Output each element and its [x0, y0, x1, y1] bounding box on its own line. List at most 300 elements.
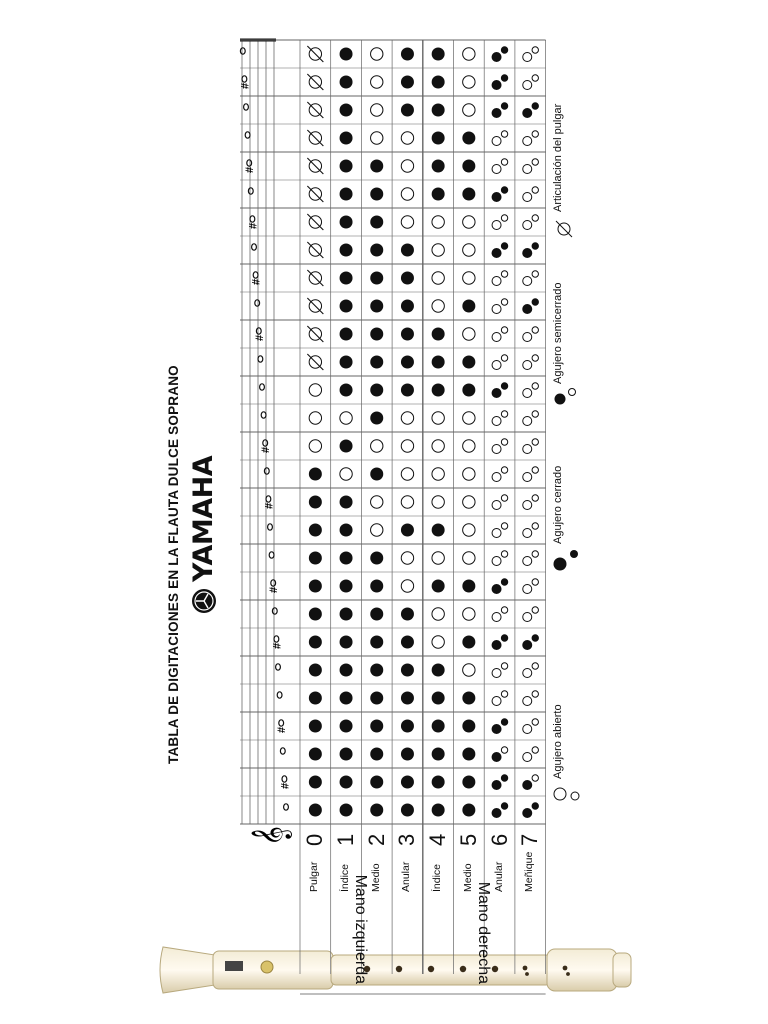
double-hole-large	[523, 501, 532, 510]
open-hole	[463, 216, 475, 228]
closed-hole	[370, 664, 383, 677]
double-hole-large	[523, 305, 532, 314]
closed-hole	[432, 804, 445, 817]
double-hole-small	[501, 327, 507, 333]
double-hole-small	[532, 187, 538, 193]
open-hole	[401, 552, 413, 564]
closed-hole	[340, 636, 353, 649]
double-hole-small	[501, 411, 507, 417]
double-hole-large	[523, 165, 532, 174]
finger-number: 2	[363, 833, 389, 846]
finger-label: Anular	[492, 861, 505, 892]
closed-hole	[432, 664, 445, 677]
closed-hole	[370, 356, 383, 369]
closed-hole	[340, 524, 353, 537]
double-hole-small	[532, 159, 538, 165]
open-hole	[432, 468, 444, 480]
open-hole	[371, 440, 383, 452]
double-hole-small	[501, 299, 507, 305]
open-hole	[463, 244, 475, 256]
note-head	[255, 300, 260, 306]
closed-hole	[309, 720, 322, 733]
finger-number: 5	[455, 833, 481, 846]
closed-hole	[432, 580, 445, 593]
double-hole-small	[501, 523, 507, 529]
double-hole-small	[532, 467, 538, 473]
closed-hole	[401, 636, 414, 649]
finger-label: Medio	[369, 863, 382, 892]
note-head	[280, 748, 285, 754]
double-hole-large	[523, 53, 532, 62]
double-hole-large	[492, 53, 501, 62]
note-head	[271, 580, 276, 586]
double-hole-large	[523, 361, 532, 370]
double-hole-small	[501, 747, 507, 753]
open-hole	[463, 524, 475, 536]
closed-hole	[462, 580, 475, 593]
open-hole	[463, 328, 475, 340]
open-hole	[463, 468, 475, 480]
closed-hole	[340, 272, 353, 285]
open-hole	[432, 496, 444, 508]
note-head	[263, 440, 268, 446]
double-hole-small	[532, 607, 538, 613]
closed-hole	[401, 244, 414, 257]
closed-hole	[432, 132, 445, 145]
note-head	[264, 468, 269, 474]
open-hole	[463, 104, 475, 116]
double-hole-large	[492, 109, 501, 118]
double-hole-large	[523, 809, 532, 818]
closed-hole	[401, 664, 414, 677]
open-hole	[371, 524, 383, 536]
closed-hole	[340, 244, 353, 257]
finger-number: 1	[333, 833, 359, 846]
note-head	[261, 412, 266, 418]
hand-label: Mano izquierda	[352, 874, 370, 984]
closed-hole	[401, 356, 414, 369]
closed-hole	[370, 552, 383, 565]
double-hole-large	[492, 781, 501, 790]
closed-hole	[340, 328, 353, 341]
finger-number: 3	[394, 833, 420, 846]
double-hole-small	[501, 159, 507, 165]
closed-hole	[401, 720, 414, 733]
note-head	[269, 552, 274, 558]
closed-hole	[340, 608, 353, 621]
closed-hole	[340, 804, 353, 817]
closed-hole	[340, 216, 353, 229]
note-head	[244, 104, 249, 110]
legend-half-icon	[555, 394, 566, 405]
closed-hole	[432, 776, 445, 789]
legend-half-small-icon	[569, 389, 576, 396]
open-hole	[432, 552, 444, 564]
double-hole-small	[532, 803, 538, 809]
double-hole-large	[523, 697, 532, 706]
double-hole-large	[523, 81, 532, 90]
open-hole	[463, 664, 475, 676]
open-hole	[432, 608, 444, 620]
double-hole-large	[523, 557, 532, 566]
sharp-sign: #	[250, 278, 263, 285]
closed-hole	[309, 496, 322, 509]
double-hole-small	[501, 691, 507, 697]
closed-hole	[370, 328, 383, 341]
double-hole-small	[532, 131, 538, 137]
legend-closed-icon	[554, 558, 567, 571]
open-hole	[371, 496, 383, 508]
closed-hole	[462, 300, 475, 313]
double-hole-large	[523, 249, 532, 258]
double-hole-small	[501, 663, 507, 669]
double-hole-small	[501, 383, 507, 389]
closed-hole	[401, 692, 414, 705]
closed-hole	[432, 524, 445, 537]
closed-hole	[340, 720, 353, 733]
double-hole-small	[501, 131, 507, 137]
legend-open-icon	[554, 788, 566, 800]
note-head	[248, 188, 253, 194]
double-hole-large	[523, 389, 532, 398]
closed-hole	[309, 552, 322, 565]
closed-hole	[462, 356, 475, 369]
closed-hole	[401, 76, 414, 89]
open-hole	[371, 104, 383, 116]
closed-hole	[340, 104, 353, 117]
open-hole	[401, 412, 413, 424]
closed-hole	[462, 692, 475, 705]
double-hole-large	[523, 641, 532, 650]
double-hole-small	[501, 47, 507, 53]
closed-hole	[370, 608, 383, 621]
open-hole	[401, 216, 413, 228]
double-hole-small	[501, 103, 507, 109]
open-hole	[463, 496, 475, 508]
closed-hole	[462, 384, 475, 397]
open-hole	[432, 440, 444, 452]
note-head	[256, 328, 261, 334]
closed-hole	[340, 748, 353, 761]
closed-hole	[340, 356, 353, 369]
double-hole-large	[492, 697, 501, 706]
double-hole-large	[492, 473, 501, 482]
double-hole-small	[532, 495, 538, 501]
note-head	[268, 524, 273, 530]
closed-hole	[370, 300, 383, 313]
finger-number: 6	[486, 833, 512, 846]
double-hole-large	[492, 221, 501, 230]
double-hole-small	[532, 411, 538, 417]
open-hole	[309, 412, 321, 424]
double-hole-small	[501, 467, 507, 473]
open-hole	[432, 216, 444, 228]
chart-title: TABLA DE DIGITACIONES EN LA FLAUTA DULCE SOPRANO	[166, 365, 181, 764]
closed-hole	[340, 48, 353, 61]
double-hole-large	[492, 557, 501, 566]
double-hole-large	[523, 137, 532, 146]
closed-hole	[401, 300, 414, 313]
finger-number: 0	[302, 833, 328, 846]
sharp-sign: #	[260, 446, 273, 453]
closed-hole	[462, 636, 475, 649]
sharp-sign: #	[279, 782, 292, 789]
closed-hole	[432, 720, 445, 733]
double-hole-large	[492, 641, 501, 650]
sharp-sign: #	[276, 726, 289, 733]
closed-hole	[309, 580, 322, 593]
double-hole-large	[523, 193, 532, 202]
closed-hole	[309, 748, 322, 761]
double-hole-large	[492, 585, 501, 594]
open-hole	[371, 76, 383, 88]
double-hole-small	[532, 327, 538, 333]
finger-label: Pulgar	[308, 861, 321, 892]
double-hole-small	[532, 523, 538, 529]
double-hole-large	[492, 809, 501, 818]
double-hole-large	[492, 361, 501, 370]
sharp-sign: #	[263, 502, 276, 509]
double-hole-large	[492, 305, 501, 314]
double-hole-small	[532, 383, 538, 389]
legend-open-label: Agujero abierto	[552, 704, 564, 779]
double-hole-large	[523, 417, 532, 426]
double-hole-small	[532, 215, 538, 221]
open-hole	[371, 48, 383, 60]
double-hole-small	[532, 775, 538, 781]
closed-hole	[432, 384, 445, 397]
closed-hole	[370, 720, 383, 733]
closed-hole	[432, 692, 445, 705]
note-head	[245, 132, 250, 138]
double-hole-small	[501, 187, 507, 193]
legend-closed-label: Agujero cerrado	[552, 465, 564, 544]
double-hole-small	[532, 243, 538, 249]
closed-hole	[370, 776, 383, 789]
closed-hole	[340, 664, 353, 677]
note-head	[247, 160, 252, 166]
closed-hole	[370, 272, 383, 285]
double-hole-large	[523, 529, 532, 538]
closed-hole	[432, 328, 445, 341]
closed-hole	[340, 160, 353, 173]
open-hole	[401, 468, 413, 480]
closed-hole	[432, 748, 445, 761]
finger-label: Anular	[400, 861, 413, 892]
sharp-sign: #	[271, 642, 284, 649]
closed-hole	[401, 48, 414, 61]
double-hole-small	[532, 635, 538, 641]
closed-hole	[340, 76, 353, 89]
closed-hole	[370, 692, 383, 705]
closed-hole	[340, 132, 353, 145]
closed-hole	[340, 692, 353, 705]
double-hole-small	[501, 215, 507, 221]
note-head	[276, 664, 281, 670]
double-hole-large	[492, 137, 501, 146]
double-hole-small	[501, 243, 507, 249]
double-hole-large	[523, 613, 532, 622]
closed-hole	[462, 776, 475, 789]
closed-hole	[370, 188, 383, 201]
double-hole-large	[492, 81, 501, 90]
double-hole-large	[523, 445, 532, 454]
open-hole	[401, 440, 413, 452]
double-hole-small	[532, 271, 538, 277]
double-hole-small	[532, 299, 538, 305]
sharp-sign: #	[247, 222, 260, 229]
open-hole	[463, 552, 475, 564]
open-hole	[401, 188, 413, 200]
double-hole-small	[501, 551, 507, 557]
double-hole-large	[492, 277, 501, 286]
double-hole-large	[523, 473, 532, 482]
double-hole-large	[492, 165, 501, 174]
closed-hole	[340, 776, 353, 789]
double-hole-large	[523, 725, 532, 734]
finger-number: 4	[425, 833, 451, 846]
closed-hole	[340, 580, 353, 593]
double-hole-large	[523, 333, 532, 342]
note-head	[274, 636, 279, 642]
double-hole-large	[492, 445, 501, 454]
closed-hole	[462, 132, 475, 145]
sharp-sign: #	[244, 166, 257, 173]
double-hole-large	[523, 277, 532, 286]
closed-hole	[340, 496, 353, 509]
open-hole	[309, 384, 321, 396]
closed-hole	[401, 384, 414, 397]
closed-hole	[340, 300, 353, 313]
closed-hole	[401, 804, 414, 817]
double-hole-small	[532, 719, 538, 725]
open-hole	[401, 132, 413, 144]
finger-label: Índice	[431, 863, 444, 892]
sharp-sign: #	[268, 586, 281, 593]
double-hole-small	[501, 607, 507, 613]
double-hole-large	[492, 193, 501, 202]
double-hole-small	[501, 775, 507, 781]
sharp-sign: #	[239, 82, 252, 89]
closed-hole	[432, 48, 445, 61]
closed-hole	[401, 608, 414, 621]
closed-hole	[432, 188, 445, 201]
note-head	[272, 608, 277, 614]
double-hole-large	[492, 725, 501, 734]
double-hole-small	[532, 663, 538, 669]
note-head	[258, 356, 263, 362]
double-hole-small	[501, 579, 507, 585]
open-hole	[340, 412, 352, 424]
double-hole-small	[501, 355, 507, 361]
note-head	[279, 720, 284, 726]
double-hole-large	[492, 753, 501, 762]
note-head	[252, 244, 257, 250]
double-hole-large	[523, 669, 532, 678]
note-head	[240, 48, 245, 54]
open-hole	[432, 636, 444, 648]
double-hole-large	[523, 585, 532, 594]
double-hole-small	[532, 103, 538, 109]
closed-hole	[309, 468, 322, 481]
legend-open-small-icon	[571, 792, 579, 800]
open-hole	[401, 160, 413, 172]
finger-label: Meñique	[523, 851, 536, 892]
closed-hole	[340, 384, 353, 397]
open-hole	[463, 412, 475, 424]
double-hole-small	[532, 551, 538, 557]
open-hole	[463, 272, 475, 284]
closed-hole	[370, 244, 383, 257]
double-hole-small	[532, 579, 538, 585]
double-hole-small	[532, 355, 538, 361]
double-hole-large	[523, 109, 532, 118]
note-head	[242, 76, 247, 82]
open-hole	[340, 468, 352, 480]
double-hole-large	[492, 249, 501, 258]
open-hole	[463, 440, 475, 452]
closed-hole	[340, 188, 353, 201]
note-head	[266, 496, 271, 502]
legend-closed-small-icon	[570, 550, 578, 558]
double-hole-small	[532, 747, 538, 753]
legend-thumb-label: Articulación del pulgar	[552, 103, 564, 212]
double-hole-small	[501, 635, 507, 641]
double-hole-large	[523, 781, 532, 790]
open-hole	[463, 76, 475, 88]
open-hole	[432, 272, 444, 284]
double-hole-large	[492, 333, 501, 342]
note-head	[250, 216, 255, 222]
open-hole	[309, 440, 321, 452]
closed-hole	[370, 412, 383, 425]
double-hole-large	[523, 753, 532, 762]
double-hole-small	[532, 47, 538, 53]
double-hole-large	[492, 501, 501, 510]
double-hole-large	[492, 669, 501, 678]
double-hole-small	[501, 75, 507, 81]
double-hole-large	[492, 613, 501, 622]
closed-hole	[340, 440, 353, 453]
open-hole	[463, 608, 475, 620]
closed-hole	[462, 720, 475, 733]
brand-name: YAMAHA	[188, 455, 219, 582]
double-hole-small	[501, 271, 507, 277]
double-hole-small	[501, 439, 507, 445]
open-hole	[371, 132, 383, 144]
hand-label: Mano derecha	[475, 881, 493, 984]
closed-hole	[370, 580, 383, 593]
double-hole-small	[501, 495, 507, 501]
open-hole	[401, 496, 413, 508]
closed-hole	[370, 216, 383, 229]
legend-half-label: Agujero semicerrado	[552, 282, 564, 384]
finger-label: Índice	[339, 863, 352, 892]
open-hole	[432, 412, 444, 424]
double-hole-large	[492, 529, 501, 538]
note-head	[277, 692, 282, 698]
finger-number: 7	[517, 833, 543, 846]
closed-hole	[401, 272, 414, 285]
closed-hole	[462, 188, 475, 201]
closed-hole	[462, 748, 475, 761]
closed-hole	[370, 748, 383, 761]
open-hole	[432, 244, 444, 256]
closed-hole	[370, 804, 383, 817]
closed-hole	[401, 104, 414, 117]
closed-hole	[370, 384, 383, 397]
double-hole-small	[532, 439, 538, 445]
